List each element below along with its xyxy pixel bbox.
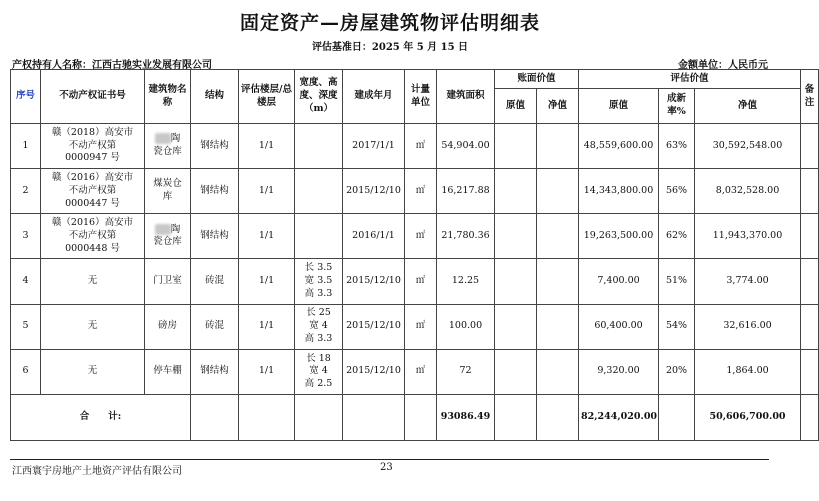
cell-cert [41, 349, 145, 394]
cell-rate: 62% [659, 214, 695, 259]
cell-year: 2015/12/10 [343, 304, 405, 349]
total-blank [295, 394, 343, 440]
cell-line: 陶 [170, 133, 181, 145]
cell-line: 陶 [170, 223, 181, 235]
header-eval-net: 净值 [695, 89, 801, 124]
cell-cert [41, 124, 145, 169]
cell-year: 2016/1/1 [343, 214, 405, 259]
cell-area: 12.25 [437, 259, 495, 304]
header-book-value: 账面价值 [495, 70, 579, 89]
cell-book-orig [495, 169, 537, 214]
header-book-orig: 原值 [495, 89, 537, 124]
cell-line: 宽 4 [309, 365, 328, 377]
cell-line: 瓷仓库 [153, 146, 182, 158]
total-blank [239, 394, 295, 440]
cell-unit: ㎡ [405, 304, 437, 349]
header-area: 建筑面积 [437, 70, 495, 124]
cell-line: 停车棚 [153, 365, 182, 377]
total-blank [495, 394, 537, 440]
footer-divider [10, 459, 769, 460]
cell-line: 宽 3.5 [304, 275, 333, 287]
cell-eval-orig: 7,400.00 [579, 259, 659, 304]
cell-floors: 1/1 [239, 349, 295, 394]
cell-name [145, 124, 191, 169]
cell-book-orig [495, 124, 537, 169]
header-name: 建筑物名称 [145, 70, 191, 124]
cell-seq: 4 [11, 259, 41, 304]
cell-structure: 钢结构 [191, 349, 239, 394]
cell-line: 赣（2018）高安市 [51, 126, 134, 138]
cell-unit: ㎡ [405, 349, 437, 394]
cell-cert [41, 169, 145, 214]
cell-area: 21,780.36 [437, 214, 495, 259]
total-blank [801, 394, 819, 440]
cell-eval-net: 1,864.00 [695, 349, 801, 394]
header-book-net: 净值 [537, 89, 579, 124]
cell-line: 无 [87, 320, 98, 332]
cell-rate: 63% [659, 124, 695, 169]
cell-structure: 钢结构 [191, 169, 239, 214]
cell-area: 72 [437, 349, 495, 394]
header-eval-value: 评估价值 [579, 70, 801, 89]
cell-line: 赣（2016）高安市 [51, 217, 134, 229]
cell-eval-net: 3,774.00 [695, 259, 801, 304]
cell-floors: 1/1 [239, 259, 295, 304]
cell-book-orig [495, 214, 537, 259]
cell-unit: ㎡ [405, 259, 437, 304]
cell-book-net [537, 124, 579, 169]
cell-line: 长 18 [306, 352, 331, 364]
header-cert: 不动产权证书号 [41, 70, 145, 124]
table-row [11, 349, 819, 394]
cell-line: 0000448 号 [65, 242, 120, 254]
header-structure: 结构 [191, 70, 239, 124]
page-number: 23 [380, 462, 393, 473]
header-rate: 成新率% [659, 89, 695, 124]
cell-book-orig [495, 349, 537, 394]
cell-name [145, 169, 191, 214]
cell-name [145, 304, 191, 349]
cell-cert [41, 304, 145, 349]
cell-seq: 2 [11, 169, 41, 214]
total-area: 93086.49 [437, 394, 495, 440]
cell-rate: 20% [659, 349, 695, 394]
table-row [11, 214, 819, 259]
total-blank [659, 394, 695, 440]
cell-dims [295, 304, 343, 349]
owner-name: 产权持有人名称：江西古驰实业发展有限公司 [12, 60, 212, 71]
cell-line: 无 [87, 275, 98, 287]
cell-eval-net: 32,616.00 [695, 304, 801, 349]
cell-structure: 钢结构 [191, 214, 239, 259]
cell-line: 煤炭仓 [153, 178, 182, 190]
cell-cert [41, 214, 145, 259]
cell-dims [295, 169, 343, 214]
cell-seq: 3 [11, 214, 41, 259]
cell-seq: 1 [11, 124, 41, 169]
cell-cert [41, 259, 145, 304]
cell-remark [801, 169, 819, 214]
cell-rate: 51% [659, 259, 695, 304]
cell-area: 54,904.00 [437, 124, 495, 169]
cell-book-orig [495, 304, 537, 349]
cell-unit: ㎡ [405, 124, 437, 169]
header-floors: 评估楼层/总楼层 [239, 70, 295, 124]
cell-unit: ㎡ [405, 169, 437, 214]
total-row [11, 394, 819, 440]
cell-line: 高 3.3 [304, 333, 333, 345]
cell-seq: 6 [11, 349, 41, 394]
cell-line: 高 2.5 [304, 378, 333, 390]
cell-book-net [537, 214, 579, 259]
header-year: 建成年月 [343, 70, 405, 124]
cell-seq: 5 [11, 304, 41, 349]
cell-book-net [537, 349, 579, 394]
cell-rate: 54% [659, 304, 695, 349]
header-remark: 备注 [801, 70, 819, 124]
cell-dims [295, 124, 343, 169]
cell-name [145, 349, 191, 394]
cell-year: 2015/12/10 [343, 259, 405, 304]
cell-eval-orig: 48,559,600.00 [579, 124, 659, 169]
header-eval-orig: 原值 [579, 89, 659, 124]
cell-dims [295, 214, 343, 259]
total-blank [405, 394, 437, 440]
cell-remark [801, 124, 819, 169]
cell-line: 不动产权第 [68, 139, 117, 151]
total-blank [191, 394, 239, 440]
cell-rate: 56% [659, 169, 695, 214]
cell-line: 瓷仓库 [153, 236, 182, 248]
cell-floors: 1/1 [239, 169, 295, 214]
redacted-mark [155, 133, 171, 144]
cell-line: 磅房 [157, 320, 177, 332]
cell-floors: 1/1 [239, 304, 295, 349]
cell-remark [801, 304, 819, 349]
cell-remark [801, 349, 819, 394]
footer-company: 江西寰宇房地产土地资产评估有限公司 [12, 466, 182, 477]
cell-line: 0000947 号 [65, 152, 120, 164]
cell-dims [295, 349, 343, 394]
cell-line: 不动产权第 [68, 229, 117, 241]
cell-eval-orig: 14,343,800.00 [579, 169, 659, 214]
cell-floors: 1/1 [239, 124, 295, 169]
currency-unit: 金额单位：人民币元 [678, 60, 768, 71]
cell-eval-orig: 60,400.00 [579, 304, 659, 349]
cell-dims [295, 259, 343, 304]
cell-eval-orig: 9,320.00 [579, 349, 659, 394]
cell-eval-net: 11,943,370.00 [695, 214, 801, 259]
table-row [11, 169, 819, 214]
header-dims: 宽度、高度、深度（m） [295, 70, 343, 124]
cell-remark [801, 259, 819, 304]
table-row [11, 124, 819, 169]
cell-book-net [537, 169, 579, 214]
cell-area: 16,217.88 [437, 169, 495, 214]
cell-book-net [537, 304, 579, 349]
cell-book-orig [495, 259, 537, 304]
total-eval-net: 50,606,700.00 [695, 394, 801, 440]
cell-floors: 1/1 [239, 214, 295, 259]
total-blank [537, 394, 579, 440]
cell-area: 100.00 [437, 304, 495, 349]
table-row [11, 304, 819, 349]
redacted-mark [155, 224, 171, 235]
cell-year: 2015/12/10 [343, 169, 405, 214]
cell-line: 赣（2016）高安市 [51, 171, 134, 183]
cell-line: 高 3.3 [304, 287, 333, 299]
cell-line: 宽 4 [309, 320, 328, 332]
valuation-table [10, 69, 819, 441]
cell-structure: 钢结构 [191, 124, 239, 169]
cell-line: 不动产权第 [68, 184, 117, 196]
header-seq: 序号 [11, 70, 41, 124]
cell-name [145, 259, 191, 304]
header-unit: 计量单位 [405, 70, 437, 124]
cell-eval-net: 8,032,528.00 [695, 169, 801, 214]
cell-book-net [537, 259, 579, 304]
cell-year: 2017/1/1 [343, 124, 405, 169]
cell-eval-net: 30,592,548.00 [695, 124, 801, 169]
cell-line: 0000447 号 [65, 197, 120, 209]
cell-eval-orig: 19,263,500.00 [579, 214, 659, 259]
cell-unit: ㎡ [405, 214, 437, 259]
total-eval-orig: 82,244,020.00 [579, 394, 659, 440]
cell-name [145, 214, 191, 259]
cell-line: 长 25 [306, 307, 331, 319]
cell-year: 2015/12/10 [343, 349, 405, 394]
cell-line: 门卫室 [153, 275, 182, 287]
total-blank [343, 394, 405, 440]
table-row [11, 259, 819, 304]
cell-line: 无 [87, 365, 98, 377]
cell-remark [801, 214, 819, 259]
total-label: 合 计: [11, 394, 191, 440]
cell-line: 库 [162, 191, 173, 203]
cell-structure: 砖混 [191, 304, 239, 349]
base-date: 评估基准日：2025 年 5 月 15 日 [311, 42, 469, 53]
cell-structure: 砖混 [191, 259, 239, 304]
page-title: 固定资产—房屋建筑物评估明细表 [239, 12, 540, 34]
cell-line: 长 3.5 [304, 262, 333, 274]
